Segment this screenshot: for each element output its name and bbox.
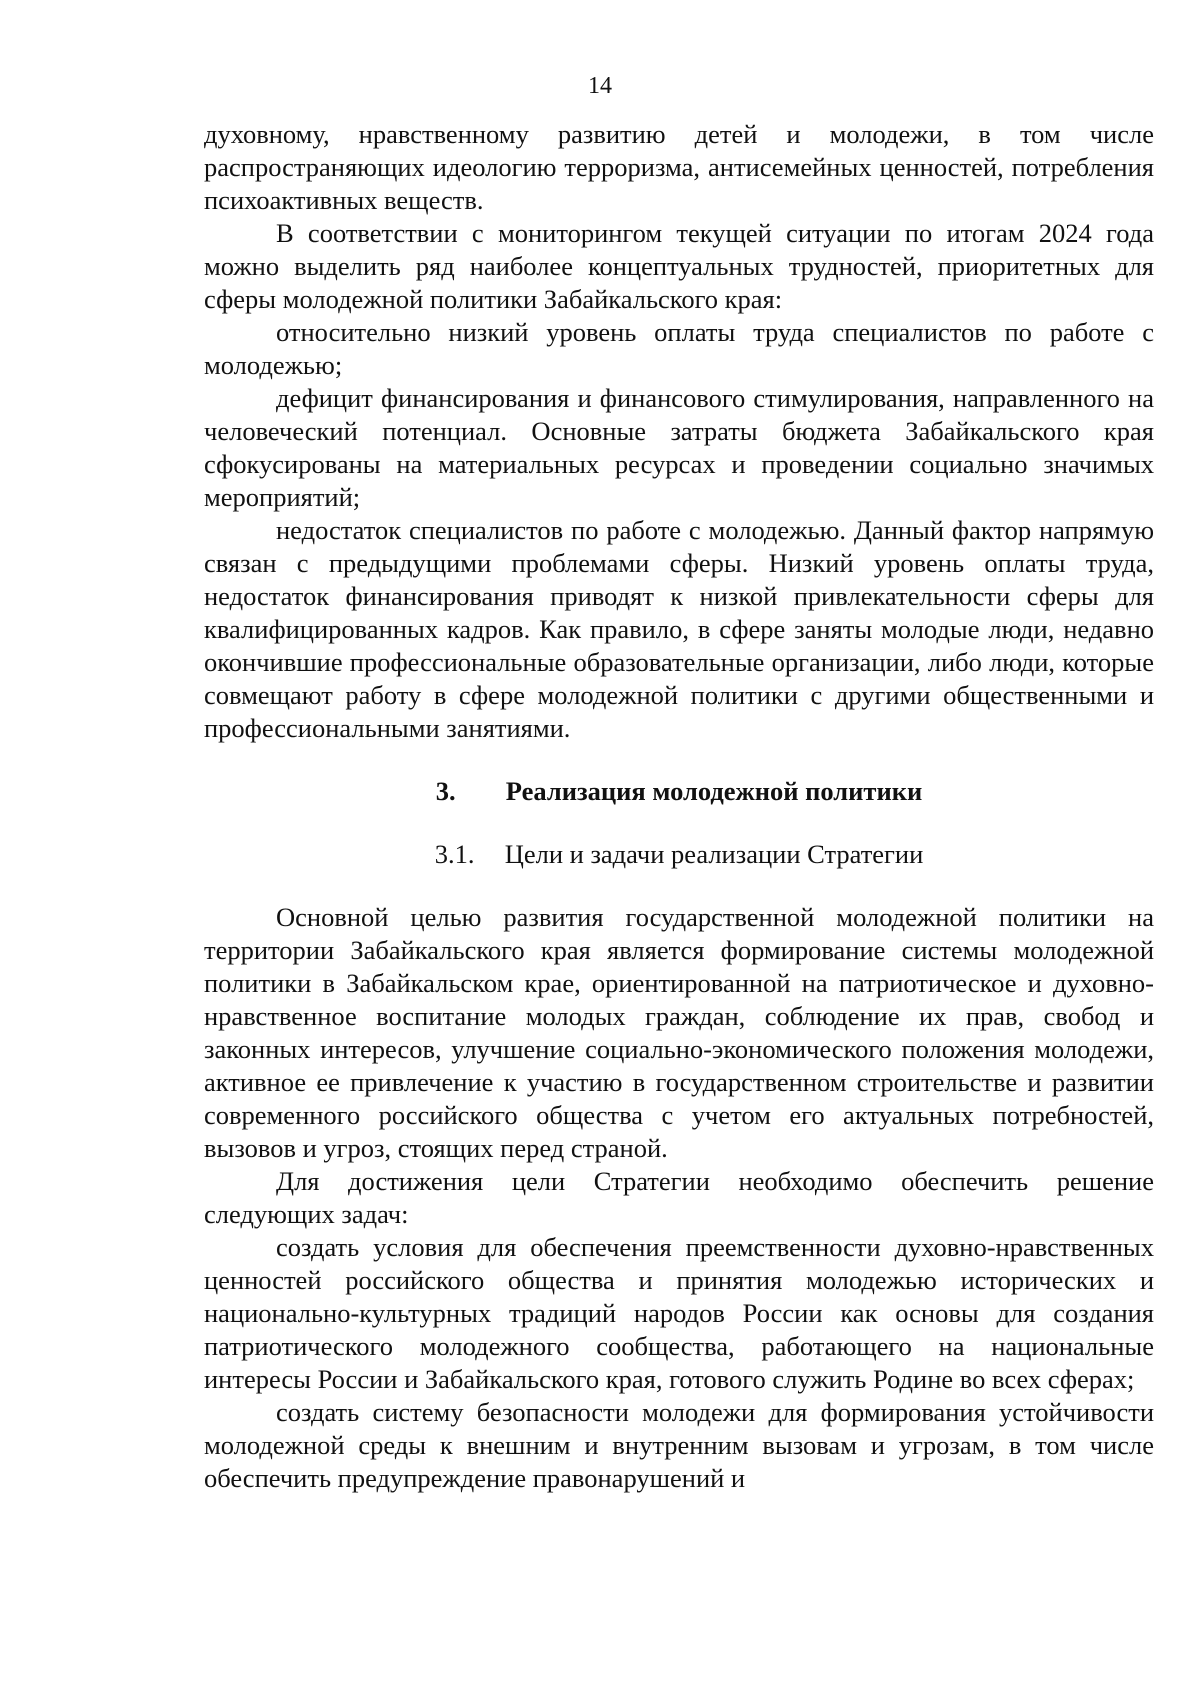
paragraph: Основной целью развития государственной молодежной политики на территории Забайкальского края является формирование системы молодежной политики в Забайкальском крае, ориентированной на патриотическое и духовно-нравственное воспитание молодых граждан, соблюдение их прав, свобод и законных интересов, улучшение социально-экономического положения молодежи, активное ее привлечение к участию в государственном строительстве и развитии современного российского общества с учетом его актуальных потребностей, вызовов и угроз, стоящих перед страной. <box>204 902 1154 1163</box>
page-number: 14 <box>588 73 612 99</box>
paragraph: создать условия для обеспечения преемственности духовно-нравственных ценностей российского общества и принятия молодежью исторических и национально-культурных традиций народов России как основы для создания патриотического молодежного сообщества, работающего на национальные интересы России и Забайкальского края, готового служить Родине во всех сферах; <box>204 1232 1154 1394</box>
document-body <box>204 118 1154 1495</box>
paragraphs-after-section <box>204 901 1154 1495</box>
subsection-heading-number: 3.1. <box>434 839 475 869</box>
section-heading-number: 3. <box>435 776 456 806</box>
paragraph: относительно низкий уровень оплаты труда специалистов по работе с молодежью; <box>204 317 1154 380</box>
section-heading <box>204 775 1154 808</box>
subsection-heading-title: Цели и задачи реализации Стратегии <box>504 839 924 869</box>
paragraph: Для достижения цели Стратегии необходимо обеспечить решение следующих задач: <box>204 1166 1154 1229</box>
paragraph: дефицит финансирования и финансового стимулирования, направленного на человеческий потенциал. Основные затраты бюджета Забайкальского края сфокусированы на материальных ресурсах и проведении социально значимых мероприятий; <box>204 383 1154 512</box>
paragraphs-before-section <box>204 118 1154 745</box>
paragraph: духовному, нравственному развитию детей и молодежи, в том числе распространяющих идеологию терроризма, антисемейных ценностей, потребления психоактивных веществ. <box>204 119 1154 215</box>
paragraph: создать систему безопасности молодежи для формирования устойчивости молодежной среды к внешним и внутренним вызовам и угрозам, в том числе обеспечить предупреждение правонарушений и <box>204 1397 1154 1493</box>
subsection-heading <box>204 838 1154 871</box>
paragraph: недостаток специалистов по работе с молодежью. Данный фактор напрямую связан с предыдущими проблемами сферы. Низкий уровень оплаты труда, недостаток финансирования приводят к низкой привлекательности сферы для квалифицированных кадров. Как правило, в сфере заняты молодые люди, недавно окончившие профессиональные образовательные организации, либо люди, которые совмещают работу в сфере молодежной политики с другими общественными и профессиональными занятиями. <box>204 515 1154 743</box>
paragraph: В соответствии с мониторингом текущей ситуации по итогам 2024 года можно выделить ряд наиболее концептуальных трудностей, приоритетных для сферы молодежной политики Забайкальского края: <box>204 218 1154 314</box>
section-heading-title: Реализация молодежной политики <box>505 776 923 806</box>
